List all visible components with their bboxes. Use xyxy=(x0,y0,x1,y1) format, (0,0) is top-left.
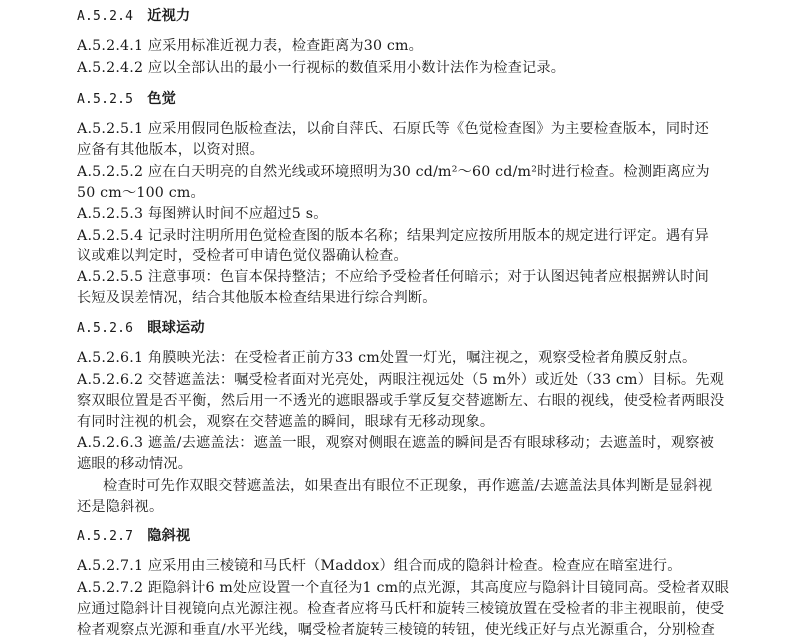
paragraph-line: A.5.2.5.3 每图辨认时间不应超过5 s。 xyxy=(77,206,328,222)
paragraph-line: 遮眼的移动情况。 xyxy=(77,456,193,472)
section-heading-a524: A.5.2.4 近视力 xyxy=(77,8,191,24)
paragraph-line: A.5.2.4.1 应采用标准近视力表，检查距离为30 cm。 xyxy=(77,38,424,54)
paragraph-line: 检者观察点光源和垂直/水平光线，嘱受检者旋转三棱镜的转钮，使光线正好与点光源重合，分别检查 xyxy=(77,622,716,638)
paragraph-line: 50 cm～100 cm。 xyxy=(77,185,205,201)
paragraph-line-indented: 检查时可先作双眼交替遮盖法，如果查出有眼位不正现象，再作遮盖/去遮盖法具体判断是显斜视 xyxy=(103,478,713,494)
paragraph-line: 有同时注视的机会，观察在交替遮盖的瞬间，眼球有无移动现象。 xyxy=(77,414,495,430)
paragraph-line: 议或难以判定时，受检者可申请色觉仪器确认检查。 xyxy=(77,248,408,264)
paragraph-line: 应通过隐斜计目视镜向点光源注视。检查者应将马氏杆和旋转三棱镜放置在受检者的非主视眼前，使受 xyxy=(77,601,725,617)
paragraph-line: A.5.2.6.3 遮盖/去遮盖法：遮盖一眼，观察对侧眼在遮盖的瞬间是否有眼球移动；去遮盖时，观察被 xyxy=(77,435,714,451)
section-heading-a525: A.5.2.5 色觉 xyxy=(77,91,176,107)
paragraph-line: 应备有其他版本，以资对照。 xyxy=(77,142,265,158)
paragraph-line: A.5.2.5.4 记录时注明所用色觉检查图的版本名称；结果判定应按所用版本的规定进行评定。遇有异 xyxy=(77,228,710,244)
paragraph-line: A.5.2.6.2 交替遮盖法：嘱受检者面对光亮处，两眼注视远处（5 m外）或近处（33 cm）目标。先观 xyxy=(77,372,725,388)
paragraph-line: 长短及误差情况，结合其他版本检查结果进行综合判断。 xyxy=(77,290,437,306)
section-heading-a526: A.5.2.6 眼球运动 xyxy=(77,320,205,336)
paragraph-line: 还是隐斜视。 xyxy=(77,499,164,515)
paragraph-line: 察双眼位置是否平衡，然后用一不透光的遮眼器或手掌反复交替遮断左、右眼的视线，使受检者两眼没 xyxy=(77,393,725,409)
paragraph-line: A.5.2.4.2 应以全部认出的最小一行视标的数值采用小数计法作为检查记录。 xyxy=(77,60,566,76)
paragraph-line: A.5.2.6.1 角膜映光法：在受检者正前方33 cm处置一灯光，嘱注视之，观察受检者角膜反射点。 xyxy=(77,350,697,366)
paragraph-line: A.5.2.5.1 应采用假同色版检查法，以俞自萍氏、石原氏等《色觉检查图》为主要检查版本，同时还 xyxy=(77,121,710,137)
paragraph-line: A.5.2.7.1 应采用由三棱镜和马氏杆（Maddox）组合而成的隐斜计检查。检查应在暗室进行。 xyxy=(77,558,682,574)
paragraph-line: A.5.2.7.2 距隐斜计6 m处应设置一个直径为1 cm的点光源，其高度应与隐斜计目镜同高。受检者双眼 xyxy=(77,580,730,596)
section-heading-a527: A.5.2.7 隐斜视 xyxy=(77,528,191,544)
paragraph-line: A.5.2.5.2 应在白天明亮的自然光线或环境照明为30 cd/m²～60 cd/m²时进行检查。检测距离应为 xyxy=(77,164,710,180)
paragraph-line: A.5.2.5.5 注意事项：色盲本保持整洁；不应给予受检者任何暗示；对于认图迟钝者应根据辨认时间 xyxy=(77,269,710,285)
